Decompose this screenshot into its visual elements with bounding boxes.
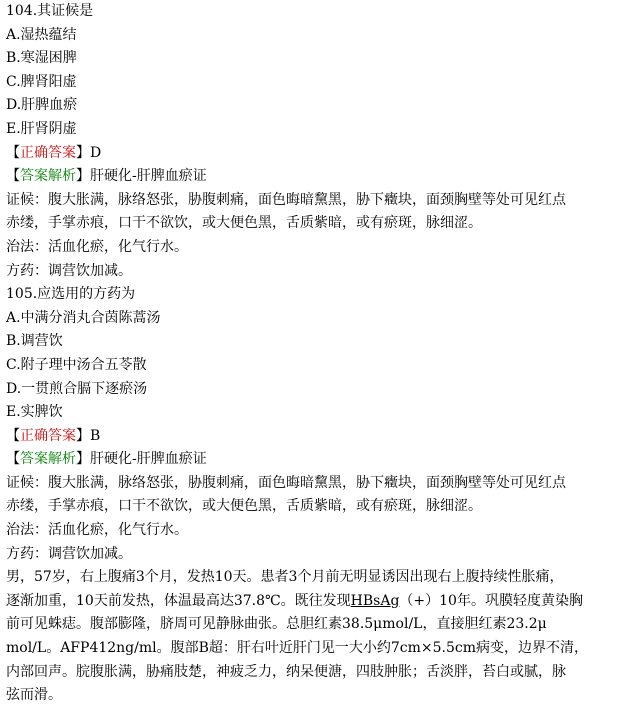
case-line: 弦而滑。	[6, 687, 62, 704]
case-line: 男，57岁，右上腹痛3个月，发热10天。患者3个月前无明显诱因出现右上腹持续性胀痛，	[6, 569, 564, 586]
q104-stem: 104.其证候是	[6, 3, 94, 19]
bracket-right: 】	[76, 451, 90, 468]
case-text: （+）10年。巩膜轻度黄染胸	[399, 592, 583, 609]
q104-option-a: A.湿热蕴结	[6, 26, 77, 43]
answer-value: D	[90, 144, 102, 161]
case-line	[6, 590, 635, 614]
q104-analysis-line: 治法：活血化瘀，化气行水。	[6, 238, 188, 255]
bracket-left: 【	[6, 168, 20, 185]
case-line: 前可见蛛痣。腹部膨隆，脐周可见静脉曲张。总胆红素38.5μmol/L，直接胆红素23.2μ	[6, 616, 547, 633]
analysis-label: 答案解析	[20, 168, 76, 185]
q105-analysis-row	[6, 448, 635, 472]
q104-answer-row	[6, 142, 635, 166]
case-hbsag: HBsAg	[350, 592, 400, 609]
answer-label: 正确答案	[20, 144, 76, 161]
analysis-value: 肝硬化-肝脾血瘀证	[90, 168, 207, 185]
q105-option-d: D.一贯煎合膈下逐瘀汤	[6, 380, 148, 397]
bracket-left: 【	[6, 451, 20, 468]
bracket-right: 】	[76, 168, 90, 185]
q105-answer-row	[6, 425, 635, 449]
q104-analysis-line: 赤缕，手掌赤痕，口干不欲饮，或大便色黑，舌质紫暗，或有瘀斑，脉细涩。	[6, 215, 482, 232]
q104-option-b: B.寒湿困脾	[6, 50, 77, 67]
analysis-value: 肝硬化-肝脾血瘀证	[90, 451, 207, 468]
bracket-left: 【	[6, 144, 20, 161]
q105-analysis-line: 方药：调营饮加减。	[6, 545, 132, 562]
bracket-left: 【	[6, 427, 20, 444]
q105-stem: 105.应选用的方药为	[6, 286, 136, 303]
q105-analysis-line: 治法：活血化瘀，化气行水。	[6, 522, 188, 539]
q104-analysis-row	[6, 165, 635, 189]
q105-option-b: B.调营饮	[6, 333, 63, 350]
bracket-right: 】	[76, 144, 90, 161]
case-line: mol/L。AFP412ng/ml。腹部B超：肝右叶近肝门见一大小约7cm×5.5cm病变，边界不清，	[6, 640, 589, 657]
q104-option-e: E.肝肾阴虚	[6, 120, 77, 137]
q104-option-c: C.脾肾阳虚	[6, 73, 77, 90]
analysis-label: 答案解析	[20, 451, 76, 468]
q105-analysis-line: 证候：腹大胀满，脉络怒张，胁腹刺痛，面色晦暗黧黑，胁下癥块，面颈胸壁等处可见红点	[6, 474, 566, 491]
bracket-right: 】	[76, 427, 90, 444]
case-line: 内部回声。脘腹胀满，胁痛肢楚，神疲乏力，纳呆便溏，四肢肿胀；舌淡胖，苔白或腻，脉	[6, 663, 566, 680]
answer-value: B	[90, 427, 101, 444]
q105-option-a: A.中满分消丸合茵陈蒿汤	[6, 309, 161, 326]
q105-option-c: C.附子理中汤合五苓散	[6, 356, 147, 373]
q104-option-d: D.肝脾血瘀	[6, 97, 78, 114]
case-text: 逐渐加重，10天前发热，体温最高达37.8℃。既往发现	[6, 592, 351, 609]
q105-option-e: E.实脾饮	[6, 404, 63, 421]
q104-analysis-line: 证候：腹大胀满，脉络怒张，胁腹刺痛，面色晦暗黧黑，胁下癥块，面颈胸壁等处可见红点	[6, 191, 566, 208]
answer-label: 正确答案	[20, 427, 76, 444]
q104-analysis-line: 方药：调营饮加减。	[6, 262, 132, 279]
q105-analysis-line: 赤缕，手掌赤痕，口干不欲饮，或大便色黑，舌质紫暗，或有瘀斑，脉细涩。	[6, 498, 482, 515]
